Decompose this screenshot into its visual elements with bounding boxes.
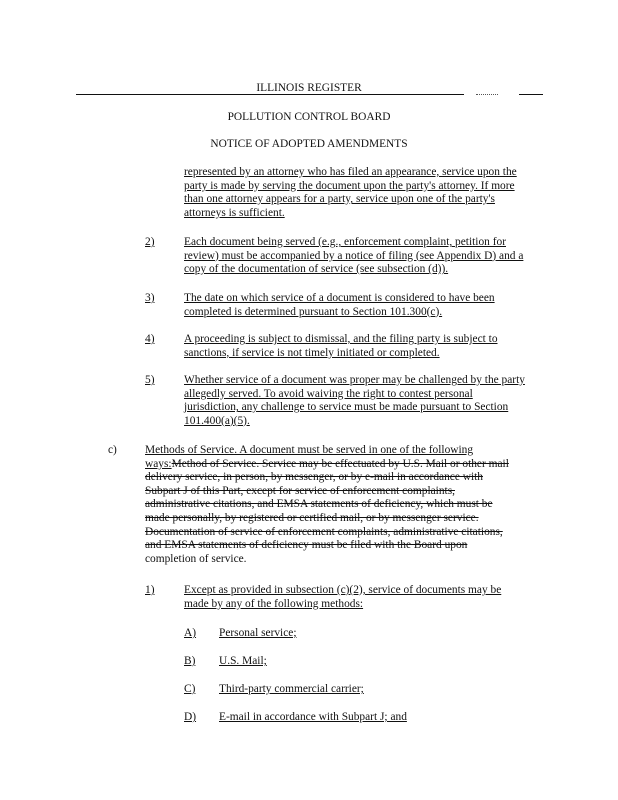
header-dots — [476, 94, 498, 95]
item-text: Except as provided in subsection (c)(2), service of documents may be made by any of the following methods: — [184, 584, 502, 610]
section-c-paragraph: Methods of Service. A document must be served in one of the following ways:Method of Service. Service may be effectuated by U.S. Mail or other mail delivery service, in person, by messenger, or by e-mail in accordance with Subpart J of this Part, except for service of enforcement complaints, administrative citations, and EMSA statements of deficiency, which must be made personally, by registered or certified mail, or by messenger service. Documentation of service of enforcement complaints, administrative citations, and EMSA statements of deficiency must be filed with the Board upon completion of service. — [145, 444, 509, 565]
item-number: 5) — [145, 374, 155, 386]
method-letter: B) — [184, 655, 196, 667]
item-text: Each document being served (e.g., enforcement complaint, petition for review) must be accompanied by a notice of filing (see Appendix D) and a copy of the documentation of service (see subsection (d)). — [184, 236, 524, 276]
method-letter: D) — [184, 711, 197, 723]
continuation-line: attorneys is sufficient. — [184, 206, 285, 219]
header-rule — [76, 94, 464, 95]
item-number: 1) — [145, 584, 155, 596]
item-number: 2) — [145, 236, 155, 248]
header-rule-short — [519, 94, 543, 95]
continuation-paragraph — [184, 166, 517, 220]
item-text: The date on which service of a document is considered to have been completed is determined pursuant to Section 101.300(c). — [184, 292, 495, 318]
section-label: c) — [108, 444, 117, 456]
item-number: 3) — [145, 292, 155, 304]
method-text: Third-party commercial carrier; — [219, 683, 364, 695]
continuation-line: represented by an attorney who has filed an appearance, service upon the — [184, 166, 517, 178]
method-letter: A) — [184, 627, 197, 639]
continuation-line: than one attorney appears for a party, service upon one of the party's — [184, 193, 495, 206]
section-c-line: Methods of Service. A document must be served in one of the following — [145, 444, 474, 456]
method-text: U.S. Mail; — [219, 655, 267, 667]
item-number: 4) — [145, 333, 155, 345]
notice-title: NOTICE OF ADOPTED AMENDMENTS — [210, 138, 408, 150]
method-text: Personal service; — [219, 627, 297, 639]
continuation-line: party is made by serving the document upon the party's attorney. If more — [184, 179, 515, 192]
method-text: E-mail in accordance with Subpart J; and — [219, 711, 407, 723]
item-text: Whether service of a document was proper may be challenged by the party allegedly served. To avoid waiving the right to contest personal jurisdiction, any challenge to service must be made pursuant to Section 101.400(a)(5). — [184, 374, 525, 427]
method-letter: C) — [184, 683, 196, 695]
agency-title: POLLUTION CONTROL BOARD — [227, 111, 391, 123]
section-c-mixed-line: ways:Method of Service. Service may be effectuated by U.S. Mail or other mail — [145, 457, 509, 470]
item-text: A proceeding is subject to dismissal, and the filing party is subject to sanctions, if service is not timely initiated or completed. — [184, 333, 498, 359]
register-title: ILLINOIS REGISTER — [256, 82, 362, 94]
